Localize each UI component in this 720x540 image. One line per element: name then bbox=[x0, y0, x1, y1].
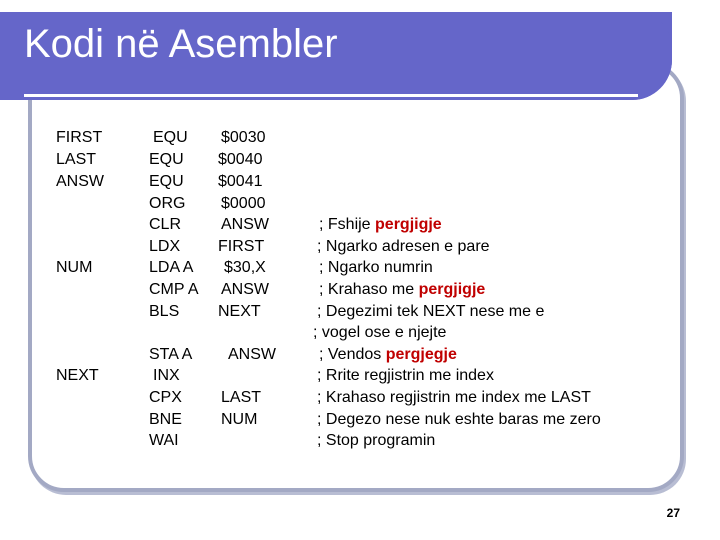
op-5: LDX bbox=[149, 238, 181, 255]
comment-6-highlight: pergjegje bbox=[385, 346, 457, 363]
arg-12: NUM bbox=[221, 411, 258, 428]
comment-6: ; Vendos pergjegje bbox=[319, 346, 457, 363]
comment-10: ; Stop programin bbox=[317, 432, 436, 449]
comment-7: ; Rrite regjistrin me index bbox=[317, 367, 494, 384]
op-12: BNE bbox=[149, 411, 182, 428]
arg-7: ANSW bbox=[221, 281, 269, 298]
op-2: EQU bbox=[149, 173, 184, 190]
arg-3: $0000 bbox=[221, 195, 266, 212]
comment-9: ; Degezo nese nuk eshte baras me zero bbox=[317, 411, 601, 428]
label-last: LAST bbox=[56, 151, 97, 168]
op-13: WAI bbox=[149, 432, 179, 449]
arg-4: ANSW bbox=[221, 216, 269, 233]
comment-3: ; Krahaso me pergjigje bbox=[319, 281, 486, 298]
op-9: STA A bbox=[149, 346, 193, 363]
arg-2: $0041 bbox=[218, 173, 263, 190]
op-1: EQU bbox=[149, 151, 184, 168]
label-first: FIRST bbox=[56, 129, 103, 146]
op-4: CLR bbox=[149, 216, 182, 233]
op-8: BLS bbox=[149, 303, 180, 320]
op-7: CMP A bbox=[149, 281, 199, 298]
comment-0: ; Fshije pergjigje bbox=[319, 216, 442, 233]
arg-9: ANSW bbox=[228, 346, 276, 363]
comment-1: ; Ngarko adresen e pare bbox=[317, 238, 490, 255]
op-0: EQU bbox=[153, 129, 188, 146]
arg-8: NEXT bbox=[218, 303, 261, 320]
op-6: LDA A bbox=[149, 259, 194, 276]
comment-8: ; Krahaso regjistrin me index me LAST bbox=[317, 389, 591, 406]
comment-0-highlight: pergjigje bbox=[375, 216, 442, 233]
arg-1: $0040 bbox=[218, 151, 263, 168]
label-answ: ANSW bbox=[56, 173, 104, 190]
comment-5: ; vogel ose e njejte bbox=[313, 324, 447, 341]
page-number: 27 bbox=[666, 506, 680, 520]
arg-5: FIRST bbox=[218, 238, 265, 255]
comment-3-highlight: pergjigje bbox=[418, 281, 486, 298]
arg-11: LAST bbox=[221, 389, 262, 406]
arg-0: $0030 bbox=[221, 129, 266, 146]
comment-4: ; Degezimi tek NEXT nese me e bbox=[317, 303, 545, 320]
label-num: NUM bbox=[56, 259, 93, 276]
label-next: NEXT bbox=[56, 367, 99, 384]
title-underline bbox=[24, 94, 638, 97]
op-10: INX bbox=[153, 367, 180, 384]
op-11: CPX bbox=[149, 389, 182, 406]
comment-2: ; Ngarko numrin bbox=[319, 259, 433, 276]
slide-title: Kodi në Asembler bbox=[24, 22, 338, 66]
arg-6: $30,X bbox=[224, 259, 266, 276]
op-3: ORG bbox=[149, 195, 186, 212]
